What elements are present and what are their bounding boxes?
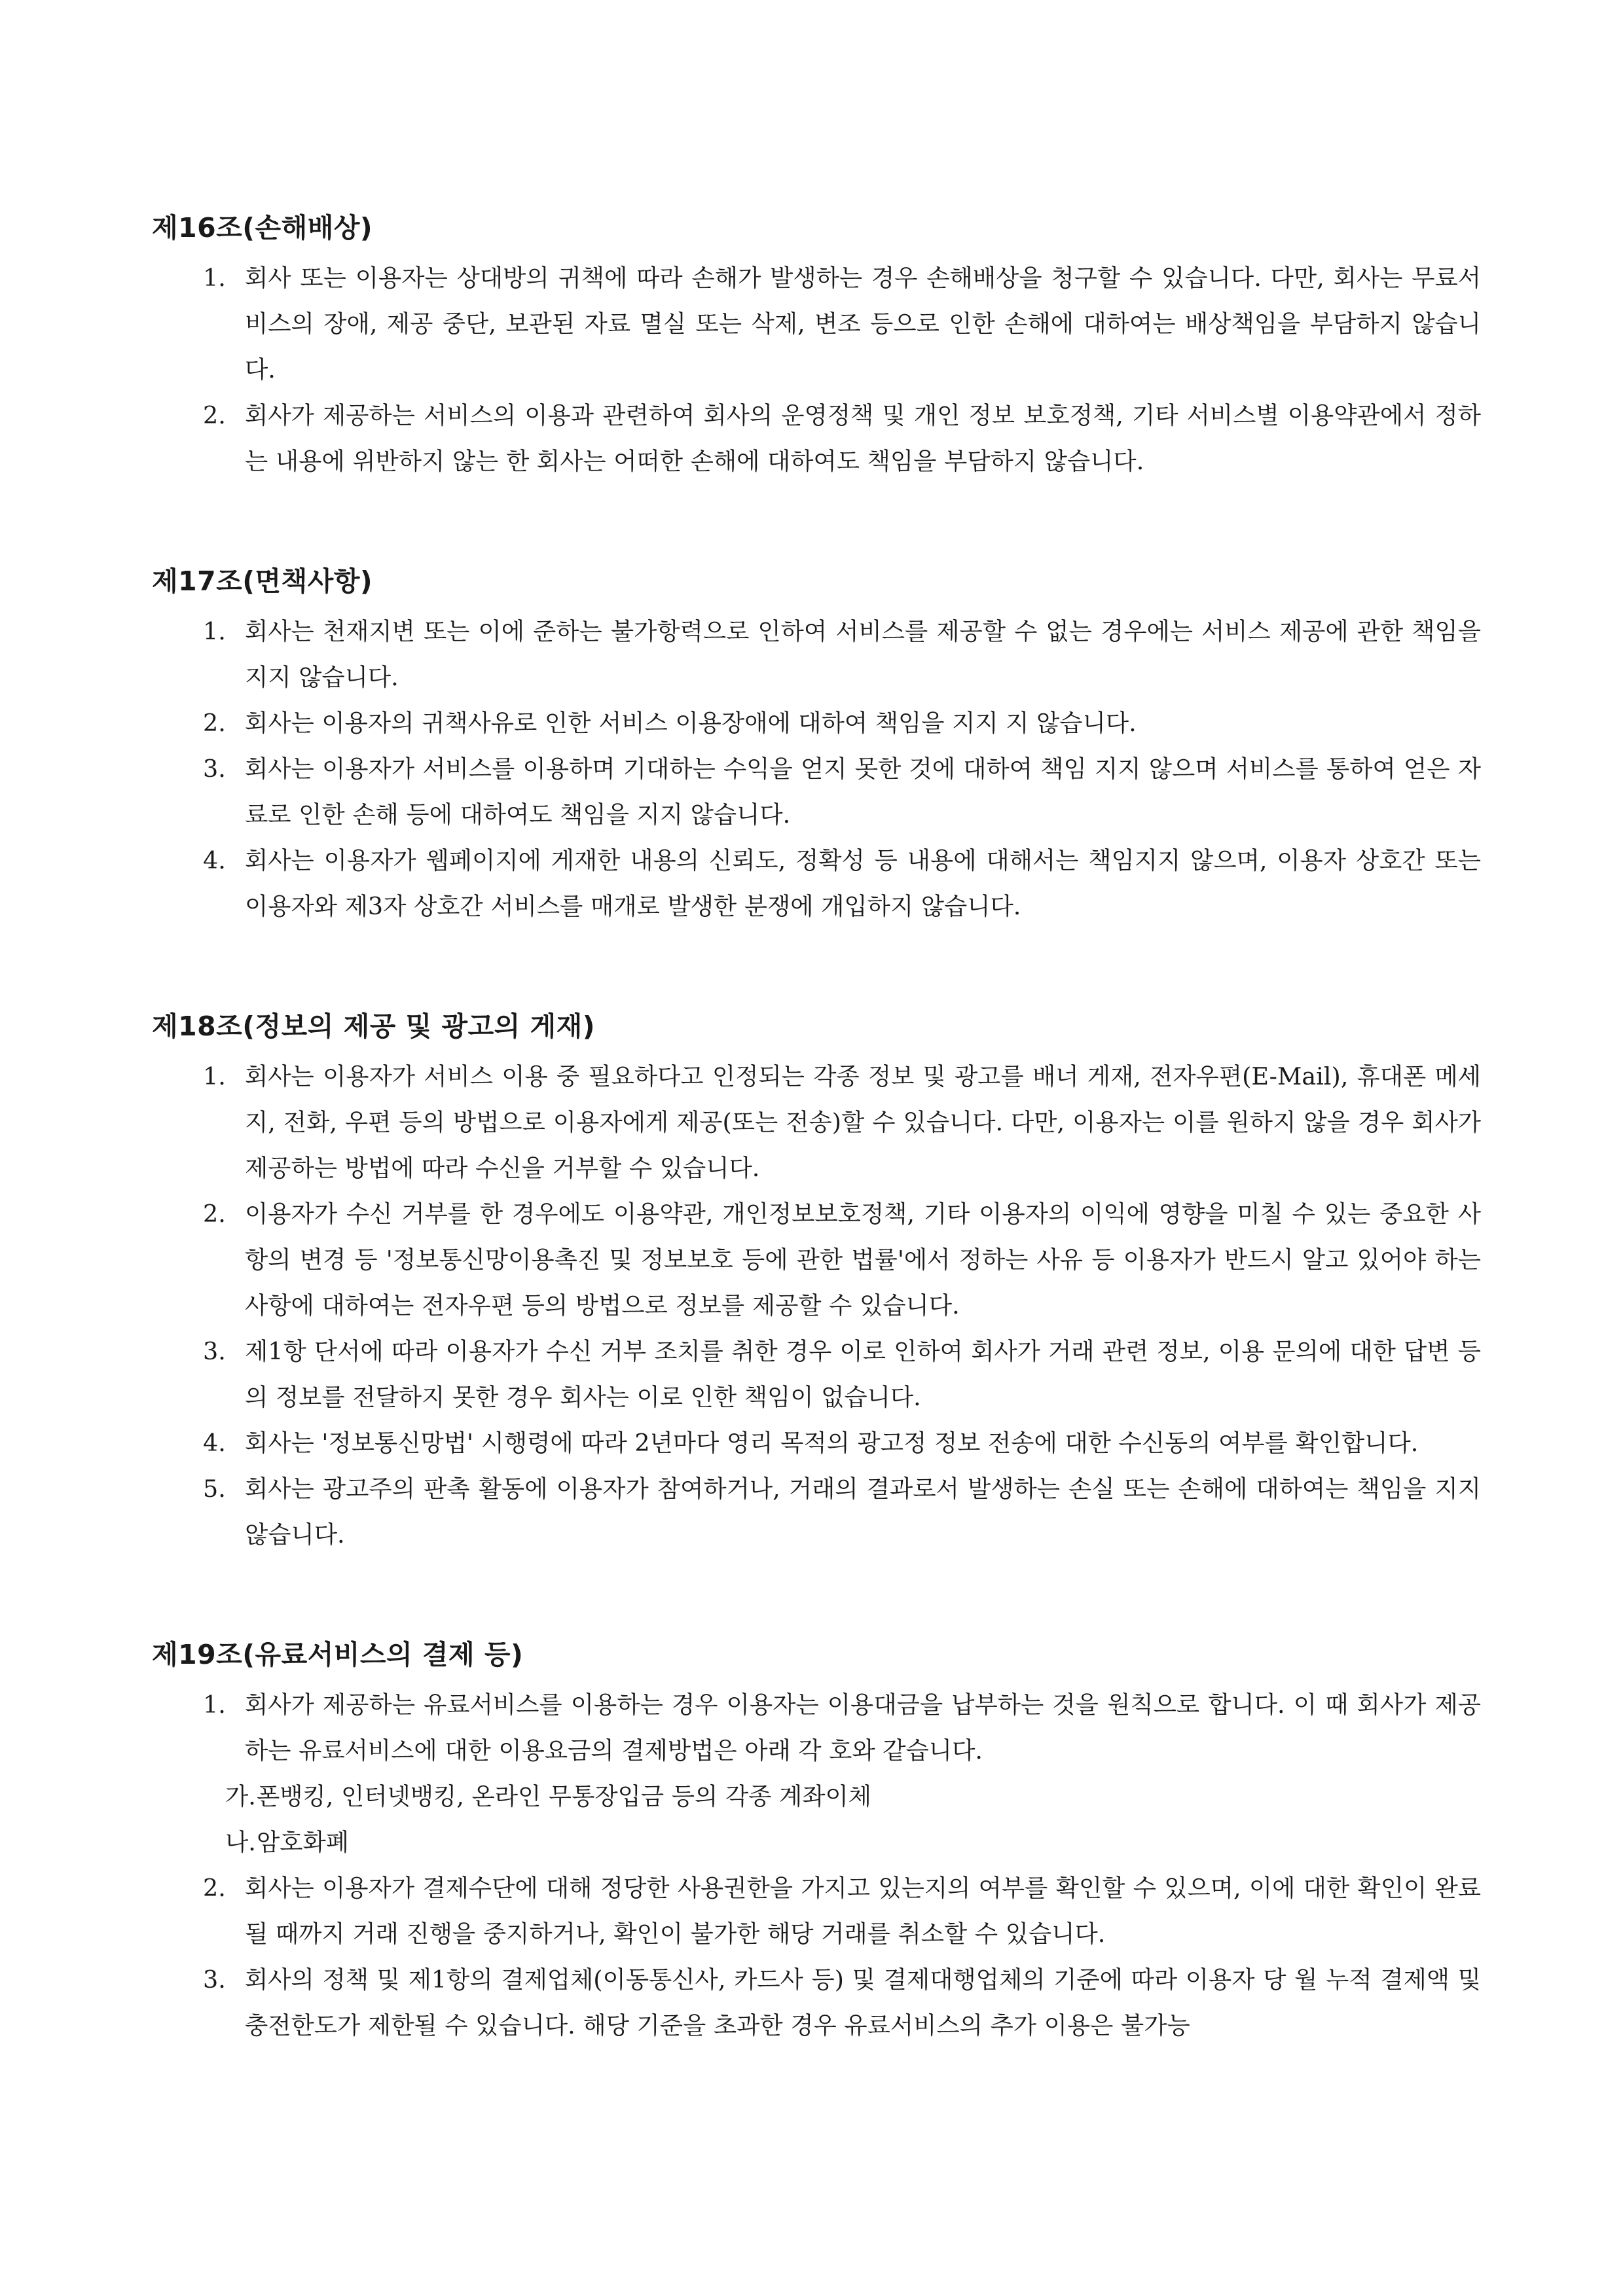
item-text: 회사의 정책 및 제1항의 결제업체(이동통신사, 카드사 등) 및 결제대행업체의 기준에 따라 이용자 당 월 누적 결제액 및 충전한도가 제한될 수 있습니다. 해당 기준을 초과한 경우 유료서비스의 추가 이용은 불가능 (245, 1965, 1481, 2039)
item-number: 3. (203, 1337, 226, 1365)
document-page (152, 208, 1481, 2049)
article-18 (152, 1007, 1481, 1558)
sub-item-text: 폰뱅킹, 인터넷뱅킹, 온라인 무통장입금 등의 각종 계좌이체 (257, 1782, 872, 1810)
item-number: 1. (203, 1691, 226, 1719)
item-number: 4. (203, 1429, 226, 1457)
item-text: 이용자가 수신 거부를 한 경우에도 이용약관, 개인정보보호정책, 기타 이용자의 이익에 영향을 미칠 수 있는 중요한 사항의 변경 등 '정보통신망이용촉진 및 정보보호 등에 관한 법률'에서 정하는 사유 등 이용자가 반드시 알고 있어야 하는 사항에 대하여는 전자우편 등의 방법으로 정보를 제공할 수 있습니다. (245, 1200, 1481, 1319)
item-text: 회사는 천재지변 또는 이에 준하는 불가항력으로 인하여 서비스를 제공할 수 없는 경우에는 서비스 제공에 관한 책임을 지지 않습니다. (245, 617, 1481, 691)
list-item (152, 1191, 1481, 1329)
list-item (152, 1054, 1481, 1191)
sub-item-text: 암호화폐 (257, 1828, 350, 1856)
sub-item-marker: 나. (225, 1828, 256, 1856)
article-title: 제19조(유료서비스의 결제 등) (152, 1639, 524, 1670)
sub-list (225, 1774, 1481, 1865)
item-number: 2. (203, 401, 226, 429)
sub-list-item (206, 1820, 1481, 1865)
article-16 (152, 208, 1481, 484)
list-item (152, 838, 1481, 929)
list-item (152, 1329, 1481, 1420)
article-19 (152, 1635, 1481, 2049)
sub-item-marker: 가. (225, 1782, 256, 1810)
list-item (152, 1682, 1481, 1865)
item-text: 회사는 이용자의 귀책사유로 인한 서비스 이용장애에 대하여 책임을 지지 지 않습니다. (245, 709, 1137, 737)
item-number: 4. (203, 846, 226, 874)
article-title: 제16조(손해배상) (152, 212, 373, 243)
article-title: 제18조(정보의 제공 및 광고의 게재) (152, 1011, 596, 1042)
list-item (152, 1420, 1481, 1466)
article-items (152, 255, 1481, 484)
list-item (152, 609, 1481, 700)
list-item (152, 255, 1481, 393)
list-item (152, 1957, 1481, 2049)
item-text: 회사는 이용자가 서비스를 이용하며 기대하는 수익을 얻지 못한 것에 대하여 책임 지지 않으며 서비스를 통하여 얻은 자료로 인한 손해 등에 대하여도 책임을 지지 않습니다. (245, 755, 1481, 829)
item-number: 1. (203, 1062, 226, 1090)
item-text: 회사 또는 이용자는 상대방의 귀책에 따라 손해가 발생하는 경우 손해배상을 청구할 수 있습니다. 다만, 회사는 무료서비스의 장애, 제공 중단, 보관된 자료 멸실 또는 삭제, 변조 등으로 인한 손해에 대하여는 배상책임을 부담하지 않습니다. (245, 264, 1481, 384)
item-text: 회사는 '정보통신망법' 시행령에 따라 2년마다 영리 목적의 광고정 정보 전송에 대한 수신동의 여부를 확인합니다. (245, 1429, 1419, 1457)
item-number: 3. (203, 755, 226, 783)
item-text: 회사가 제공하는 유료서비스를 이용하는 경우 이용자는 이용대금을 납부하는 것을 원칙으로 합니다. 이 때 회사가 제공하는 유료서비스에 대한 이용요금의 결제방법은 아래 각 호와 같습니다. (245, 1691, 1481, 1765)
item-number: 3. (203, 1965, 226, 1994)
item-text: 회사는 이용자가 결제수단에 대해 정당한 사용권한을 가지고 있는지의 여부를 확인할 수 있으며, 이에 대한 확인이 완료될 때까지 거래 진행을 중지하거나, 확인이 불가한 해당 거래를 취소할 수 있습니다. (245, 1874, 1481, 1948)
article-title: 제17조(면책사항) (152, 565, 373, 597)
list-item (152, 700, 1481, 746)
item-text: 회사는 이용자가 서비스 이용 중 필요하다고 인정되는 각종 정보 및 광고를 배너 게재, 전자우편(E-Mail), 휴대폰 메세지, 전화, 우편 등의 방법으로 이용자에게 제공(또는 전송)할 수 있습니다. 다만, 이용자는 이를 원하지 않을 경우 회사가 제공하는 방법에 따라 수신을 거부할 수 있습니다. (245, 1062, 1481, 1182)
article-items (152, 1054, 1481, 1558)
list-item (152, 1865, 1481, 1957)
item-number: 2. (203, 709, 226, 737)
item-number: 1. (203, 617, 226, 645)
item-number: 2. (203, 1200, 226, 1228)
list-item (152, 746, 1481, 838)
item-text: 회사가 제공하는 서비스의 이용과 관련하여 회사의 운영정책 및 개인 정보 보호정책, 기타 서비스별 이용약관에서 정하는 내용에 위반하지 않는 한 회사는 어떠한 손해에 대하여도 책임을 부담하지 않습니다. (245, 401, 1481, 475)
article-17 (152, 562, 1481, 929)
list-item (152, 1466, 1481, 1558)
item-number: 5. (203, 1475, 226, 1503)
article-items (152, 609, 1481, 929)
item-text: 제1항 단서에 따라 이용자가 수신 거부 조치를 취한 경우 이로 인하여 회사가 거래 관련 정보, 이용 문의에 대한 답변 등의 정보를 전달하지 못한 경우 회사는 이로 인한 책임이 없습니다. (245, 1337, 1481, 1411)
item-number: 2. (203, 1874, 226, 1902)
item-number: 1. (203, 264, 226, 292)
item-text: 회사는 광고주의 판촉 활동에 이용자가 참여하거나, 거래의 결과로서 발생하는 손실 또는 손해에 대하여는 책임을 지지 않습니다. (245, 1475, 1481, 1549)
article-items (152, 1682, 1481, 2049)
list-item (152, 393, 1481, 484)
sub-list-item (206, 1774, 1481, 1820)
item-text: 회사는 이용자가 웹페이지에 게재한 내용의 신뢰도, 정확성 등 내용에 대해서는 책임지지 않으며, 이용자 상호간 또는 이용자와 제3자 상호간 서비스를 매개로 발생한 분쟁에 개입하지 않습니다. (245, 846, 1481, 920)
